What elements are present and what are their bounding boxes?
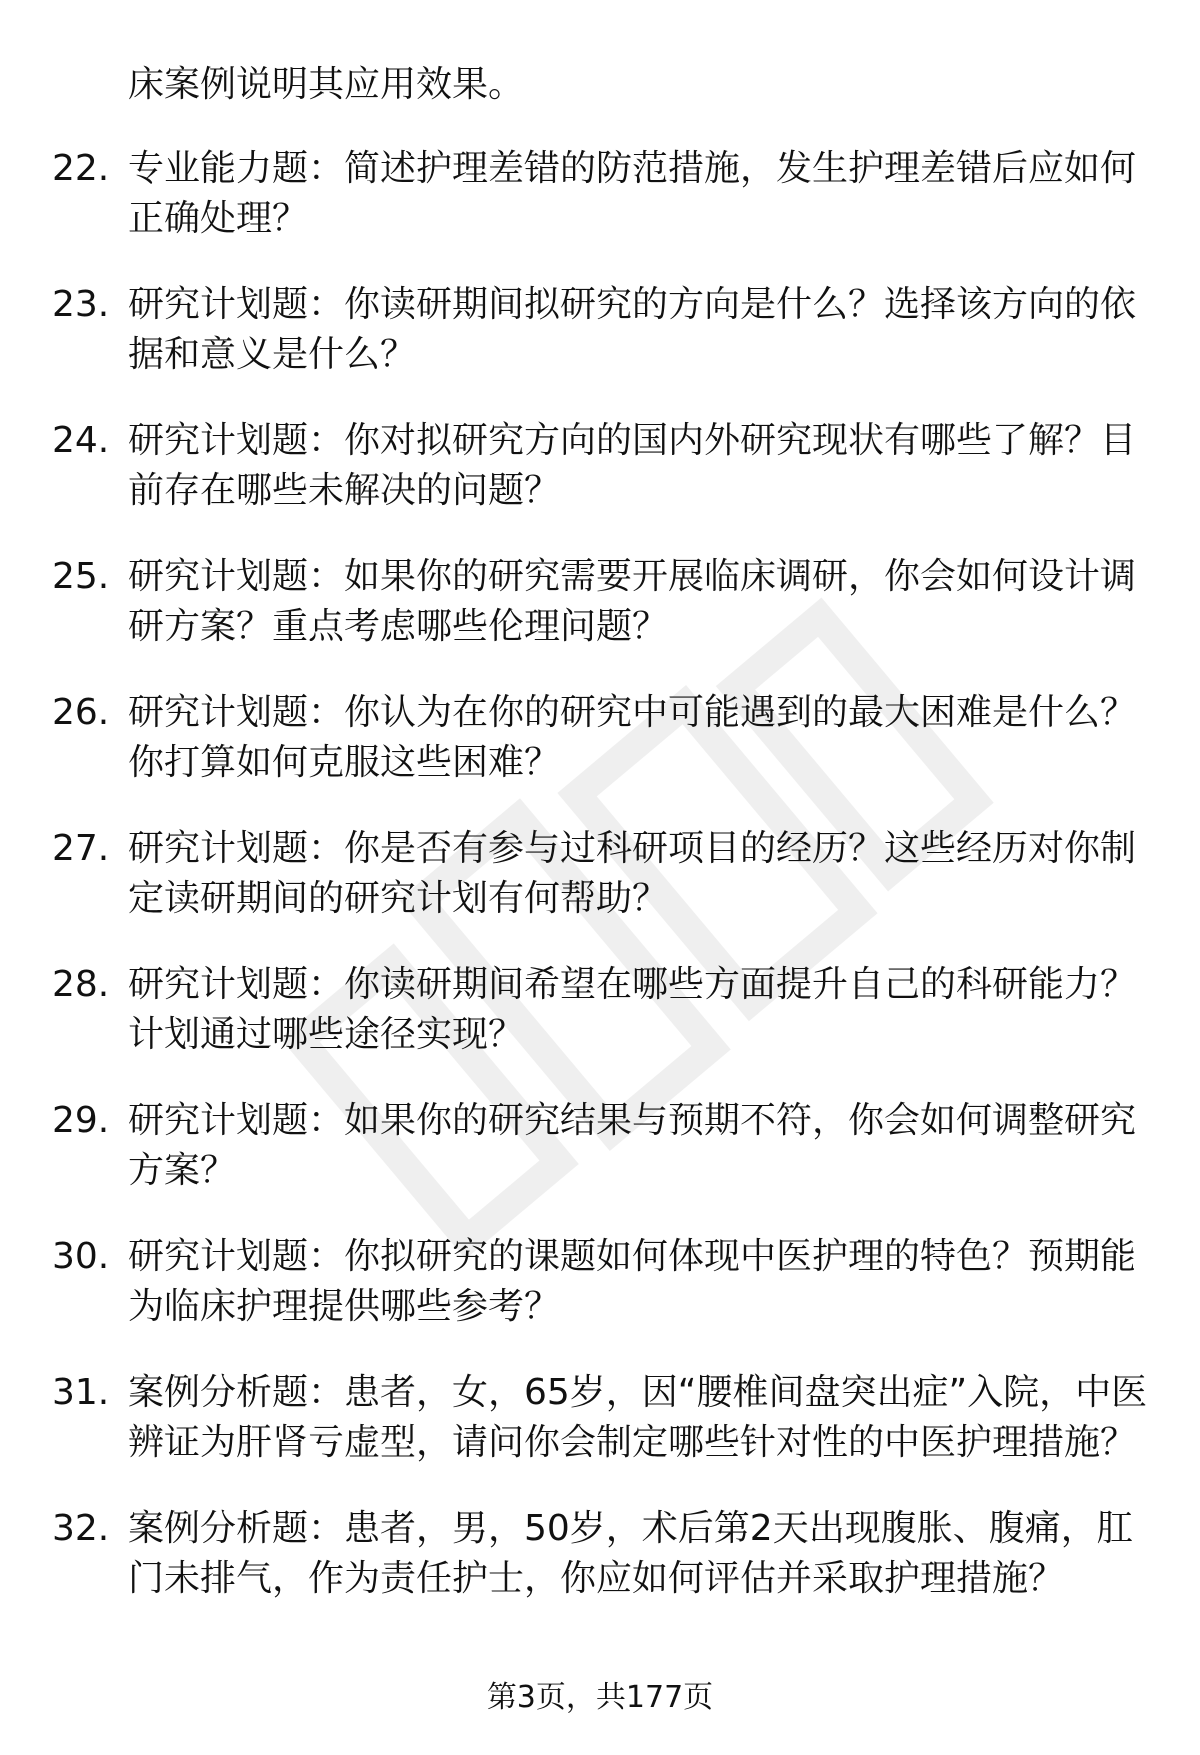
question-text: 研究计划题：你是否有参与过科研项目的经历？这些经历对你制定读研期间的研究计划有何帮助？ [128, 828, 1137, 919]
question-item [52, 144, 1150, 244]
question-text: 专业能力题：简述护理差错的防范措施，发生护理差错后应如何正确处理？ [128, 148, 1137, 239]
question-item [52, 1368, 1150, 1468]
question-number: 31. [52, 1372, 110, 1413]
continued-text: 床案例说明其应用效果。 [128, 64, 525, 105]
question-number: 24. [52, 420, 110, 461]
question-text: 研究计划题：如果你的研究需要开展临床调研，你会如何设计调研方案？重点考虑哪些伦理问题？ [128, 556, 1137, 647]
question-item [52, 1096, 1150, 1196]
question-item [52, 1232, 1150, 1332]
question-item [52, 824, 1150, 924]
page-number-footer: 第3页，共177页 [486, 1680, 714, 1715]
question-number: 25. [52, 556, 110, 597]
question-text: 研究计划题：你读研期间希望在哪些方面提升自己的科研能力？计划通过哪些途径实现？ [128, 964, 1137, 1055]
question-item [52, 960, 1150, 1060]
question-text: 研究计划题：你认为在你的研究中可能遇到的最大困难是什么？你打算如何克服这些困难？ [128, 692, 1137, 783]
question-item [52, 1504, 1150, 1604]
question-text: 案例分析题：患者，女，65岁，因“腰椎间盘突出症”入院，中医辨证为肝肾亏虚型，请问你会制定哪些针对性的中医护理措施？ [128, 1372, 1148, 1463]
question-number: 22. [52, 148, 110, 189]
question-number: 26. [52, 692, 110, 733]
question-item [52, 688, 1150, 788]
question-number: 23. [52, 284, 110, 325]
question-item [52, 280, 1150, 380]
question-item [52, 552, 1150, 652]
question-text: 研究计划题：你读研期间拟研究的方向是什么？选择该方向的依据和意义是什么？ [128, 284, 1137, 375]
question-text: 案例分析题：患者，男，50岁，术后第2天出现腹胀、腹痛，肛门未排气，作为责任护士，你应如何评估并采取护理措施？ [128, 1508, 1133, 1599]
question-number: 28. [52, 964, 110, 1005]
question-text: 研究计划题：你对拟研究方向的国内外研究现状有哪些了解？目前存在哪些未解决的问题？ [128, 420, 1137, 511]
question-number: 32. [52, 1508, 110, 1549]
question-number: 30. [52, 1236, 110, 1277]
question-number: 29. [52, 1100, 110, 1141]
question-text: 研究计划题：你拟研究的课题如何体现中医护理的特色？预期能为临床护理提供哪些参考？ [128, 1236, 1137, 1327]
question-number: 27. [52, 828, 110, 869]
question-text: 研究计划题：如果你的研究结果与预期不符，你会如何调整研究方案？ [128, 1100, 1137, 1191]
question-item [52, 416, 1150, 516]
question-list [52, 60, 1150, 1640]
